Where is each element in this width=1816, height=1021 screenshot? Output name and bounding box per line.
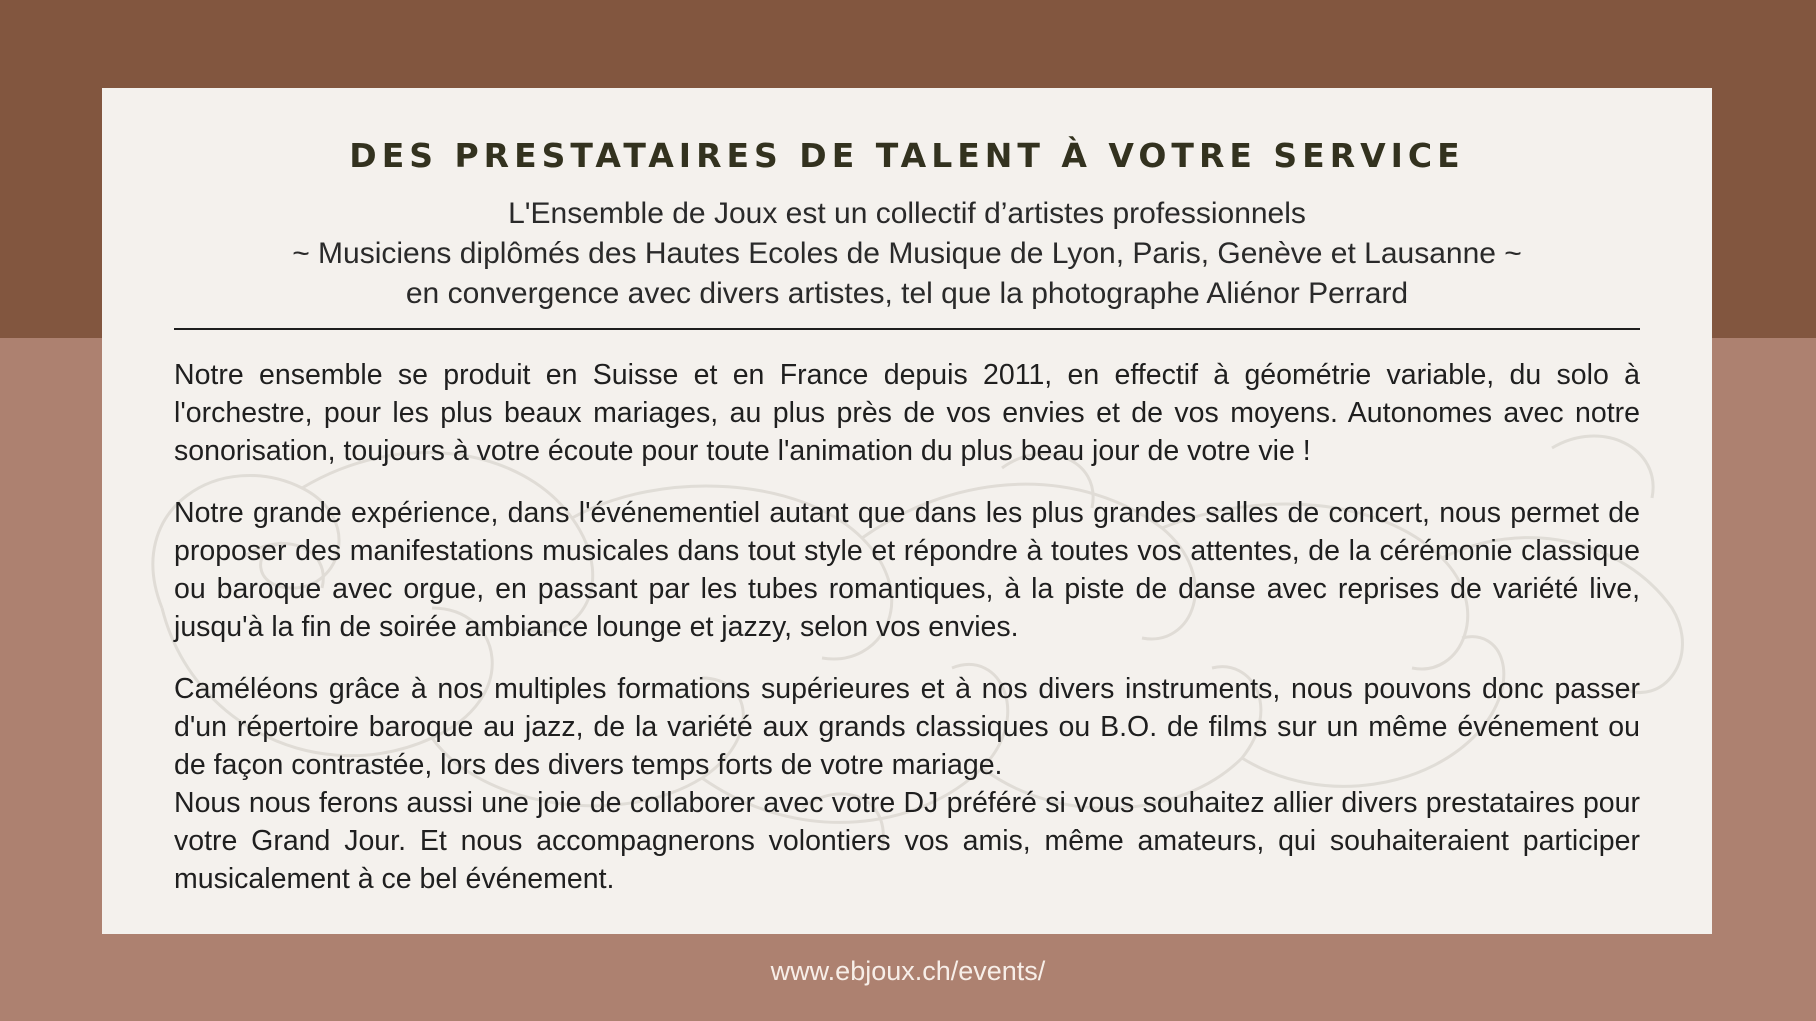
body-paragraph: Caméléons grâce à nos multiples formations supérieures et à nos divers instruments, nous pouvons donc passer d'un répertoire baroque au jazz, de la variété aux grands classiques ou B.O. de films sur un même événement ou de façon contrastée, lors des divers temps forts de votre mariage. (174, 673, 1640, 781)
body-paragraph: Nous nous ferons aussi une joie de collaborer avec votre DJ préféré si vous souhaitez allier divers prestataires pour votre Grand Jour. Et nous accompagnerons volontiers vos amis, même amateurs, qui souhaiteraient participer musicalement à ce bel événement. (174, 787, 1640, 895)
content-card (102, 88, 1712, 934)
page-title: DES PRESTATAIRES DE TALENT À VOTRE SERVICE (349, 136, 1465, 175)
divider-line (174, 328, 1640, 330)
intro-block (174, 194, 1640, 314)
intro-line: ~ Musiciens diplômés des Hautes Ecoles de Musique de Lyon, Paris, Genève et Lausanne ~ (292, 237, 1522, 270)
intro-line: en convergence avec divers artistes, tel que la photographe Aliénor Perrard (405, 277, 1409, 310)
card-content (174, 88, 1640, 898)
body-paragraph: Notre ensemble se produit en Suisse et en France depuis 2011, en effectif à géométrie variable, du solo à l'orchestre, pour les plus beaux mariages, au plus près de vos envies et de vos moyens. Autonomes avec notre sonorisation, toujours à votre écoute pour toute l'animation du plus beau jour de votre vie ! (174, 359, 1640, 467)
intro-line: L'Ensemble de Joux est un collectif d’artistes professionnels (508, 197, 1306, 230)
body-paragraph: Notre grande expérience, dans l'événementiel autant que dans les plus grandes salles de concert, nous permet de proposer des manifestations musicales dans tout style et répondre à toutes vos attentes, de la cérémonie classique ou baroque avec orgue, en passant par les tubes romantiques, à la piste de danse avec reprises de variété live, jusqu'à la fin de soirée ambiance lounge et jazzy, selon vos envies. (174, 497, 1640, 643)
footer-url: www.ebjoux.ch/events/ (770, 956, 1046, 986)
